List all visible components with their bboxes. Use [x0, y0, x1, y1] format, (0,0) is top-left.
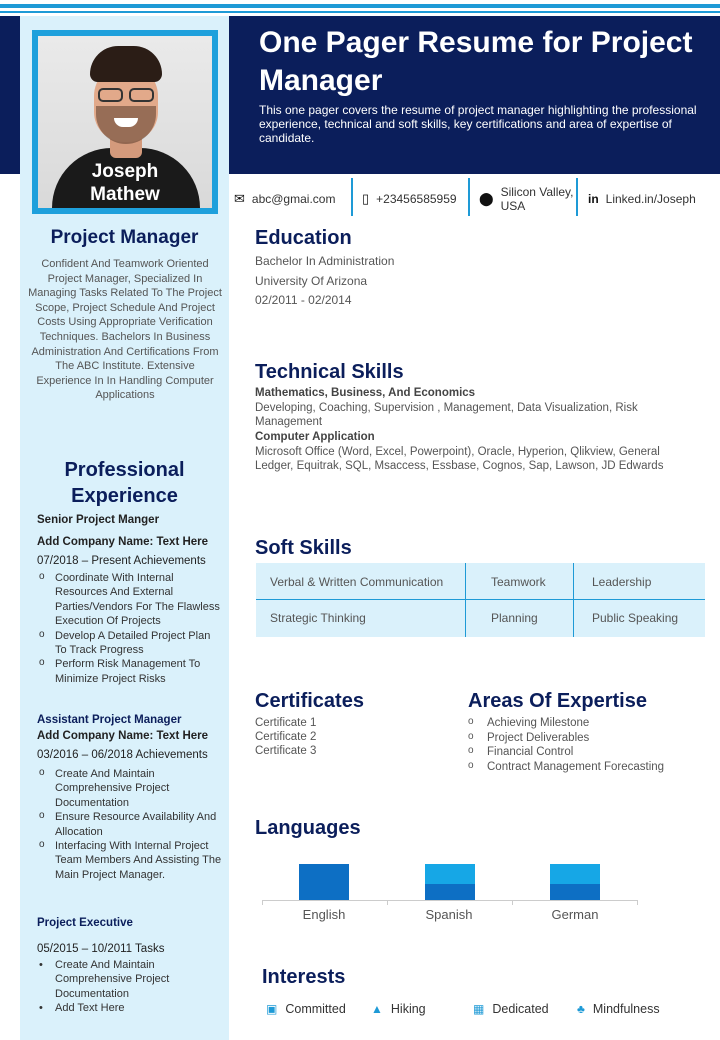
- job3-tasks: [37, 958, 222, 1016]
- soft-skill-cell: Teamwork: [491, 575, 546, 589]
- list-item: o Coordinate With Internal Resources And External Parties/Vendors For The Flawless Execution Of Projects: [37, 571, 222, 629]
- technical-group1-title: Mathematics, Business, And Economics: [255, 387, 476, 399]
- expertise-list: [468, 716, 664, 774]
- interest-committed: [266, 1002, 346, 1016]
- person-name: [38, 160, 212, 206]
- dedicated-icon: ▦: [473, 1002, 485, 1016]
- language-label: Spanish: [425, 907, 473, 922]
- list-item: • Create And Maintain Comprehensive Project Documentation: [37, 958, 222, 1001]
- photo-hair: [90, 46, 162, 82]
- profile-photo: [32, 30, 218, 214]
- experience-heading-line1: Professional: [64, 459, 185, 481]
- education-heading: Education: [255, 227, 352, 249]
- person-last-name: Mathew: [90, 184, 160, 205]
- job1-title: Senior Project Manger: [37, 514, 160, 526]
- languages-axis-tick: [262, 900, 263, 905]
- list-item: • Add Text Here: [37, 1001, 222, 1015]
- top-accent-line: [0, 4, 720, 8]
- list-item: o Perform Risk Management To Minimize Project Risks: [37, 657, 222, 686]
- contact-location-line1: Silicon Valley,: [500, 185, 574, 199]
- contact-phone-text: +23456585959: [376, 192, 457, 206]
- phone-icon: ▯: [362, 191, 370, 206]
- interest-label: Committed: [285, 1002, 346, 1016]
- expertise-heading: Areas Of Expertise: [468, 690, 647, 712]
- education-university: University Of Arizona: [255, 274, 368, 288]
- language-bar-top-spanish: [425, 864, 475, 884]
- linkedin-icon: in: [588, 192, 599, 206]
- top-accent-line-thin: [0, 11, 720, 13]
- job2-period: 03/2016 – 06/2018 Achievements: [37, 749, 208, 761]
- hiking-icon: ▲: [371, 1002, 383, 1016]
- contact-email[interactable]: [234, 178, 335, 220]
- soft-skills-heading: Soft Skills: [255, 537, 352, 559]
- technical-skills-heading: Technical Skills: [255, 361, 404, 383]
- education-period: 02/2011 - 02/2014: [255, 293, 352, 307]
- technical-group1-text: Developing, Coaching, Supervision , Management, Data Visualization, Risk Management: [255, 402, 638, 429]
- list-item: o Develop A Detailed Project Plan To Track Progress: [37, 629, 222, 658]
- soft-skill-cell: Verbal & Written Communication: [270, 575, 444, 589]
- location-pin-icon: ⬤: [479, 191, 494, 206]
- experience-heading-line2: Experience: [71, 485, 178, 507]
- mindfulness-icon: ♣: [577, 1002, 585, 1016]
- language-bar-english: [299, 864, 349, 900]
- interest-label: Mindfulness: [592, 1002, 660, 1016]
- list-item: o Project Deliverables: [468, 731, 664, 746]
- mail-icon: ✉: [234, 191, 245, 206]
- interest-label: Hiking: [390, 1002, 426, 1016]
- soft-skill-cell: Leadership: [592, 575, 652, 589]
- job1-achievements: [37, 571, 222, 686]
- soft-skills-col-divider: [573, 563, 574, 637]
- job3-period: 05/2015 – 10/2011 Tasks: [37, 943, 165, 955]
- soft-skills-row-divider: [256, 599, 705, 600]
- language-label: German: [551, 907, 599, 922]
- language-label: English: [302, 907, 346, 922]
- interest-label: Dedicated: [492, 1002, 549, 1016]
- certificate-item: Certificate 1: [255, 717, 317, 729]
- list-item: o Achieving Milestone: [468, 716, 664, 731]
- contact-linkedin[interactable]: [588, 178, 696, 220]
- certificate-item: Certificate 2: [255, 731, 317, 743]
- interests-heading: Interests: [262, 966, 346, 988]
- contact-divider: [468, 178, 470, 216]
- list-item: o Ensure Resource Availability And Allocation: [37, 810, 222, 839]
- certificate-item: Certificate 3: [255, 745, 317, 757]
- contact-divider: [576, 178, 578, 216]
- committed-icon: ▣: [266, 1002, 278, 1016]
- page-title: One Pager Resume for Project Manager: [259, 26, 693, 97]
- job2-achievements: [37, 767, 222, 882]
- languages-heading: Languages: [255, 817, 361, 839]
- contact-divider: [351, 178, 353, 216]
- soft-skill-cell: Strategic Thinking: [270, 611, 366, 625]
- job1-company: Add Company Name: Text Here: [37, 536, 209, 548]
- interest-hiking: [371, 1002, 426, 1016]
- technical-group2-text: Microsoft Office (Word, Excel, Powerpoint), Oracle, Hyperion, Qlikview, General Ledger, Equitrak, SQL, Msaccess, Essbase, Cognos, Sap, Lawson, JD Edwards: [255, 446, 664, 473]
- interest-dedicated: [473, 1002, 549, 1016]
- languages-axis: [262, 900, 638, 901]
- education-degree: Bachelor In Administration: [255, 254, 395, 268]
- languages-axis-tick: [512, 900, 513, 905]
- soft-skills-col-divider: [465, 563, 466, 637]
- list-item: o Create And Maintain Comprehensive Project Documentation: [37, 767, 222, 810]
- languages-axis-tick: [637, 900, 638, 905]
- contact-phone[interactable]: [362, 178, 457, 220]
- job2-company: Add Company Name: Text Here: [37, 730, 209, 742]
- soft-skill-cell: Public Speaking: [592, 611, 679, 625]
- contact-location: [479, 178, 573, 220]
- contact-location-line2: USA: [500, 199, 526, 213]
- interest-mindfulness: [577, 1002, 660, 1016]
- contact-email-text: abc@gmai.com: [251, 192, 336, 206]
- experience-heading: [20, 457, 229, 509]
- languages-axis-tick: [387, 900, 388, 905]
- job1-period: 07/2018 – Present Achievements: [37, 555, 206, 567]
- list-item: o Contract Management Forecasting: [468, 760, 664, 775]
- technical-group2-title: Computer Application: [255, 431, 375, 443]
- page-subtitle: This one pager covers the resume of project manager highlighting the professional experience, technical and soft skills, key certifications and area of expertise of candidate.: [259, 103, 697, 145]
- photo-glasses: [96, 88, 156, 102]
- role-title: Project Manager: [50, 227, 199, 248]
- soft-skills-table: [256, 563, 705, 637]
- person-first-name: Joseph: [91, 161, 159, 182]
- profile-summary: Confident And Teamwork Oriented Project Manager, Specialized In Managing Tasks Related To The Project Scope, Project Schedule And Project Costs Using Appropriate Verification Techniques. Bachelors In Business Administration And Certifications From The ABC Institute. Extensive Experience In In Handling Computer Applications: [28, 258, 222, 402]
- language-bar-top-german: [550, 864, 600, 884]
- list-item: o Financial Control: [468, 745, 664, 760]
- contact-linkedin-text: Linked.in/Joseph: [605, 192, 696, 206]
- job3-title: Project Executive: [37, 917, 133, 929]
- soft-skill-cell: Planning: [491, 611, 538, 625]
- job2-title: Assistant Project Manager: [37, 714, 182, 726]
- list-item: o Interfacing With Internal Project Team Members And Assisting The Main Project Manager.: [37, 839, 222, 882]
- contact-location-text: [501, 185, 574, 213]
- certificates-heading: Certificates: [255, 690, 364, 712]
